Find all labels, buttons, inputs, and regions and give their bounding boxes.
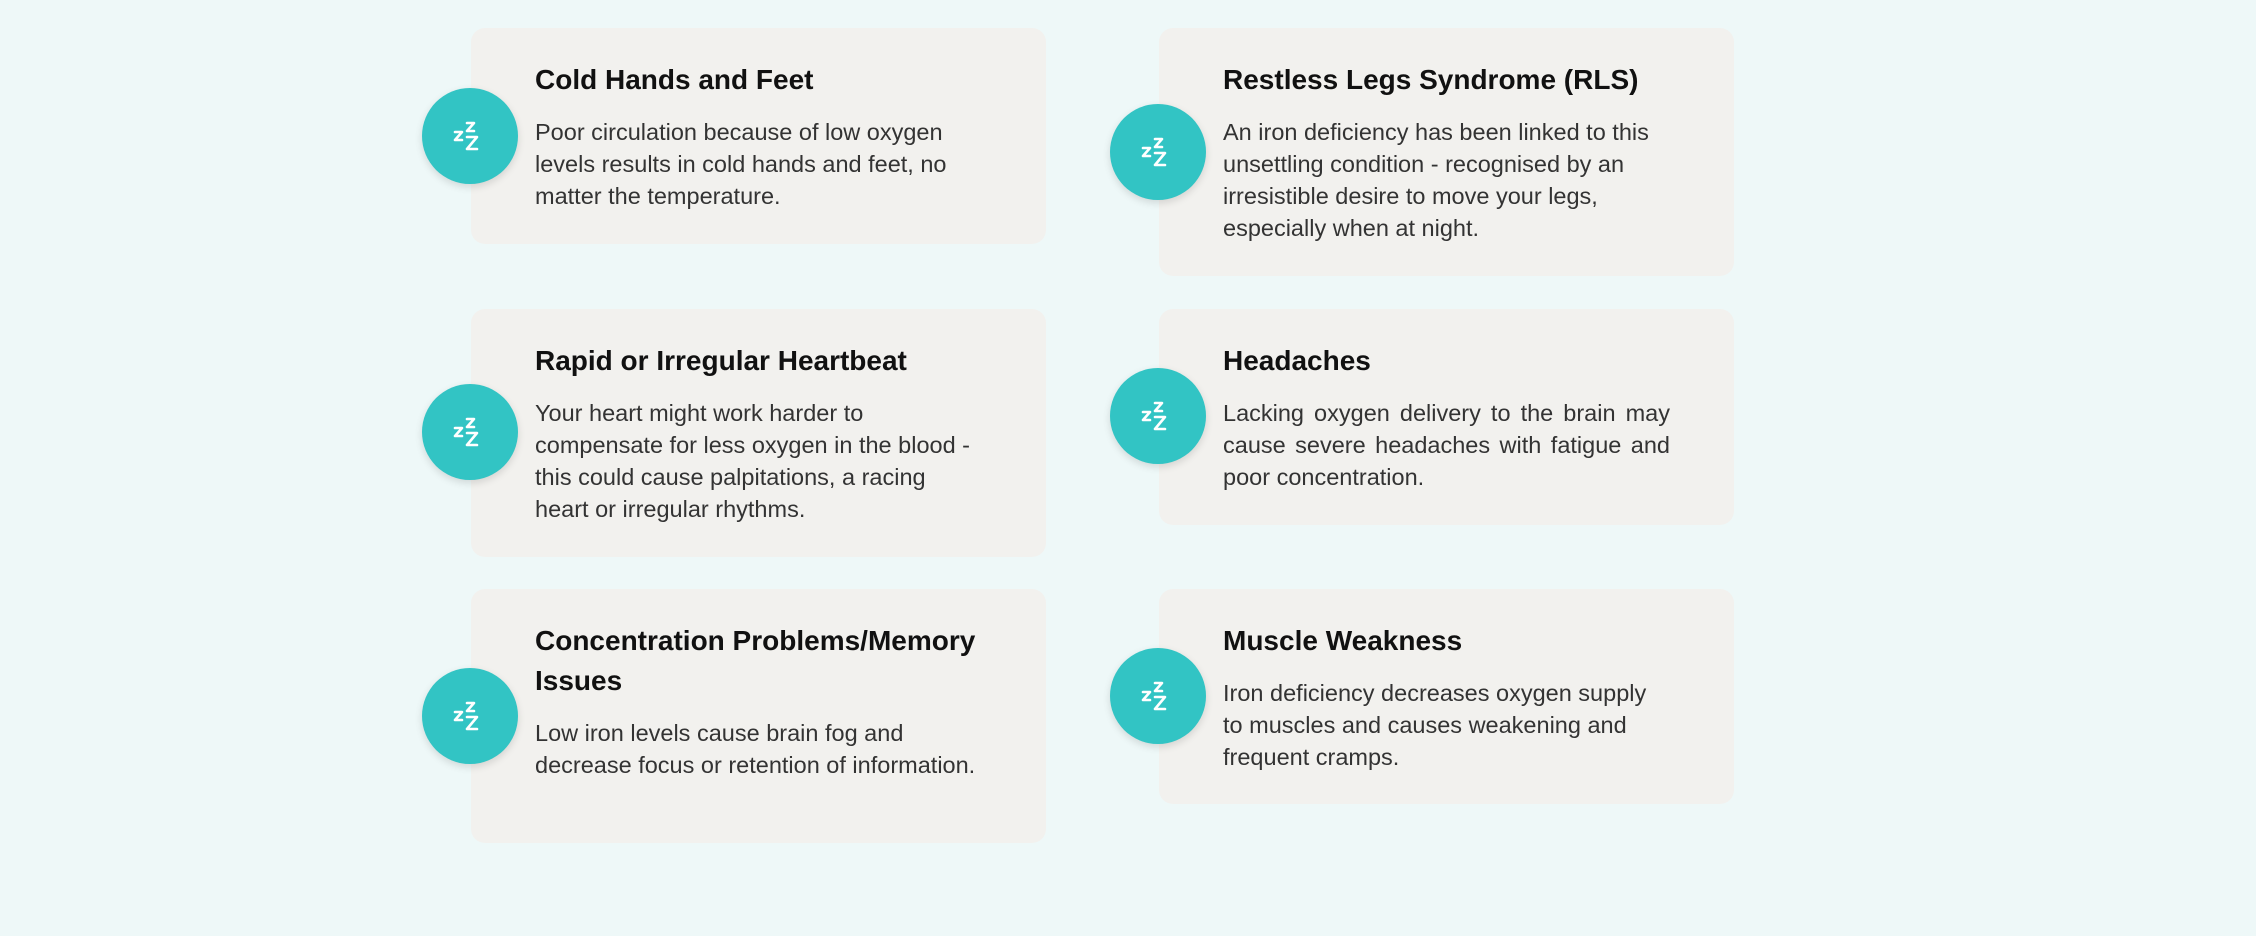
symptom-description: An iron deficiency has been linked to this unsettling condition - recognised by an irresistible desire to move your legs, especially when at night.	[1223, 119, 1649, 241]
sleep-zzz-icon	[452, 414, 488, 450]
sleep-zzz-icon	[452, 698, 488, 734]
sleep-zzz-icon	[1140, 678, 1176, 714]
symptom-card-cold-hands	[471, 28, 1046, 244]
symptom-title: Restless Legs Syndrome (RLS)	[1223, 64, 1639, 95]
symptom-badge	[1110, 648, 1206, 744]
sleep-zzz-icon	[452, 118, 488, 154]
symptom-card-muscle-weakness	[1159, 589, 1734, 804]
sleep-zzz-icon	[1140, 398, 1176, 434]
symptom-badge	[1110, 104, 1206, 200]
symptom-description: Lacking oxygen delivery to the brain may cause severe headaches with fatigue and poor concentration.	[1223, 400, 1670, 490]
symptom-card-heartbeat	[471, 309, 1046, 557]
symptom-badge	[422, 668, 518, 764]
symptom-title: Rapid or Irregular Heartbeat	[535, 345, 907, 376]
symptom-title: Headaches	[1223, 345, 1371, 376]
symptom-description: Your heart might work harder to compensate for less oxygen in the blood - this could cause palpitations, a racing heart or irregular rhythms.	[535, 400, 971, 522]
sleep-zzz-icon	[1140, 134, 1176, 170]
symptom-card-headaches	[1159, 309, 1734, 525]
symptom-description: Iron deficiency decreases oxygen supply to muscles and causes weakening and frequent cramps.	[1223, 680, 1647, 770]
symptom-badge	[422, 88, 518, 184]
symptom-title: Concentration Problems/Memory Issues	[535, 625, 976, 696]
symptom-badge	[1110, 368, 1206, 464]
symptom-title: Muscle Weakness	[1223, 625, 1463, 656]
symptom-title: Cold Hands and Feet	[535, 64, 814, 95]
symptom-card-concentration	[471, 589, 1046, 843]
symptom-card-restless-legs	[1159, 28, 1734, 276]
symptom-description: Poor circulation because of low oxygen levels results in cold hands and feet, no matter the temperature.	[535, 119, 947, 209]
symptom-badge	[422, 384, 518, 480]
symptom-description: Low iron levels cause brain fog and decrease focus or retention of information.	[535, 720, 976, 778]
